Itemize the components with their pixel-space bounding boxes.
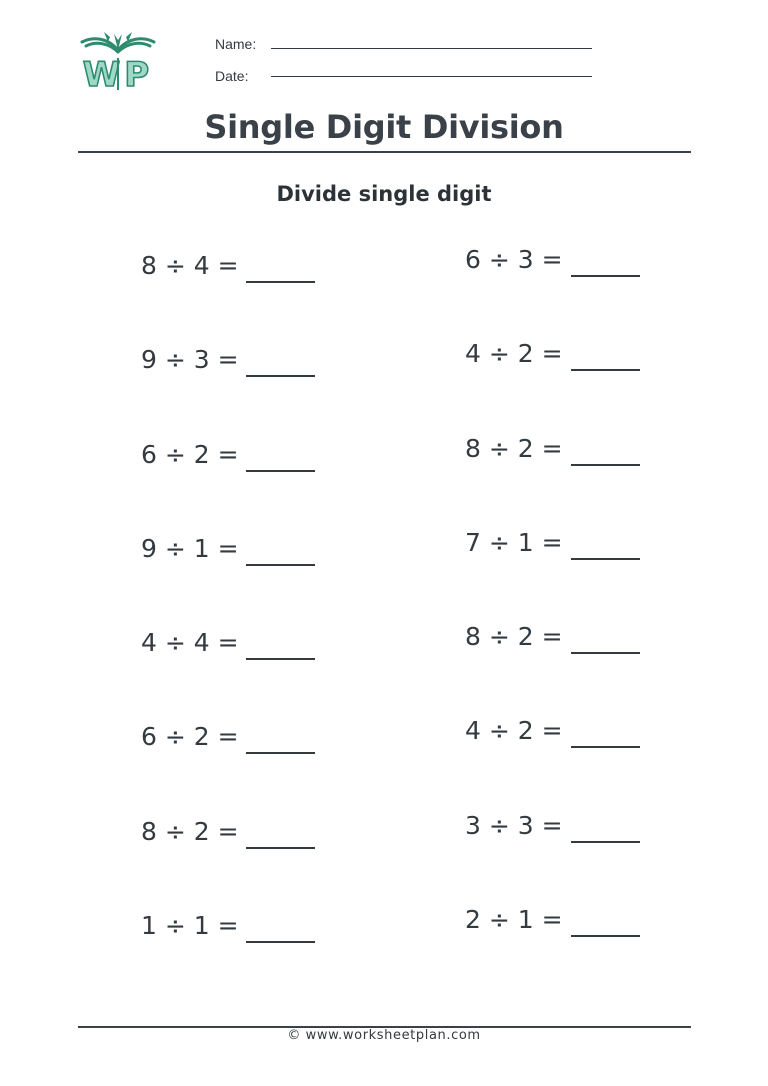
name-field[interactable] [215,32,256,52]
date-label: Date: [215,68,249,84]
answer-blank[interactable] [246,375,315,377]
answer-blank[interactable] [246,281,315,283]
problem-left-4 [141,532,361,572]
name-input-line[interactable] [271,48,592,49]
problem-left-6 [141,720,361,760]
problem-expression: 8 ÷ 2 = [465,434,563,463]
problem-right-3 [465,432,685,472]
problem-expression: 9 ÷ 1 = [141,534,239,563]
problem-expression: 2 ÷ 1 = [465,905,563,934]
answer-blank[interactable] [246,752,315,754]
problem-right-6 [465,714,685,754]
problem-expression: 6 ÷ 2 = [141,722,239,751]
answer-blank[interactable] [246,470,315,472]
problem-expression: 4 ÷ 2 = [465,339,563,368]
problem-right-8 [465,903,685,943]
problem-left-8 [141,909,361,949]
problem-right-2 [465,337,685,377]
answer-blank[interactable] [571,841,640,843]
answer-blank[interactable] [571,369,640,371]
answer-blank[interactable] [571,652,640,654]
problem-right-1 [465,243,685,283]
problem-left-5 [141,626,361,666]
name-label: Name: [215,36,257,52]
problem-expression: 8 ÷ 4 = [141,251,239,280]
problem-expression: 1 ÷ 1 = [141,911,239,940]
logo-letters: WP [82,55,154,94]
answer-blank[interactable] [246,658,315,660]
problem-left-1 [141,249,361,289]
answer-blank[interactable] [571,464,640,466]
problem-expression: 7 ÷ 1 = [465,528,563,557]
answer-blank[interactable] [571,275,640,277]
title-divider [78,151,691,153]
problem-left-3 [141,438,361,478]
problem-expression: 6 ÷ 3 = [465,245,563,274]
problem-expression: 6 ÷ 2 = [141,440,239,469]
answer-blank[interactable] [571,558,640,560]
answer-blank[interactable] [246,847,315,849]
answer-blank[interactable] [571,935,640,937]
problem-left-7 [141,815,361,855]
date-input-line[interactable] [271,76,592,77]
worksheetplan-logo-icon [78,28,158,94]
problem-right-7 [465,809,685,849]
problem-expression: 8 ÷ 2 = [141,817,239,846]
answer-blank[interactable] [571,746,640,748]
problem-expression: 4 ÷ 2 = [465,716,563,745]
problem-right-4 [465,526,685,566]
date-field[interactable] [215,64,248,84]
worksheet-title: Single Digit Division [204,108,564,146]
problem-left-2 [141,343,361,383]
problem-expression: 3 ÷ 3 = [465,811,563,840]
answer-blank[interactable] [246,564,315,566]
problem-expression: 8 ÷ 2 = [465,622,563,651]
answer-blank[interactable] [246,941,315,943]
worksheet-subtitle: Divide single digit [276,182,492,206]
footer-copyright[interactable]: © www.worksheetplan.com [287,1028,481,1043]
problem-expression: 4 ÷ 4 = [141,628,239,657]
problem-expression: 9 ÷ 3 = [141,345,239,374]
problem-right-5 [465,620,685,660]
